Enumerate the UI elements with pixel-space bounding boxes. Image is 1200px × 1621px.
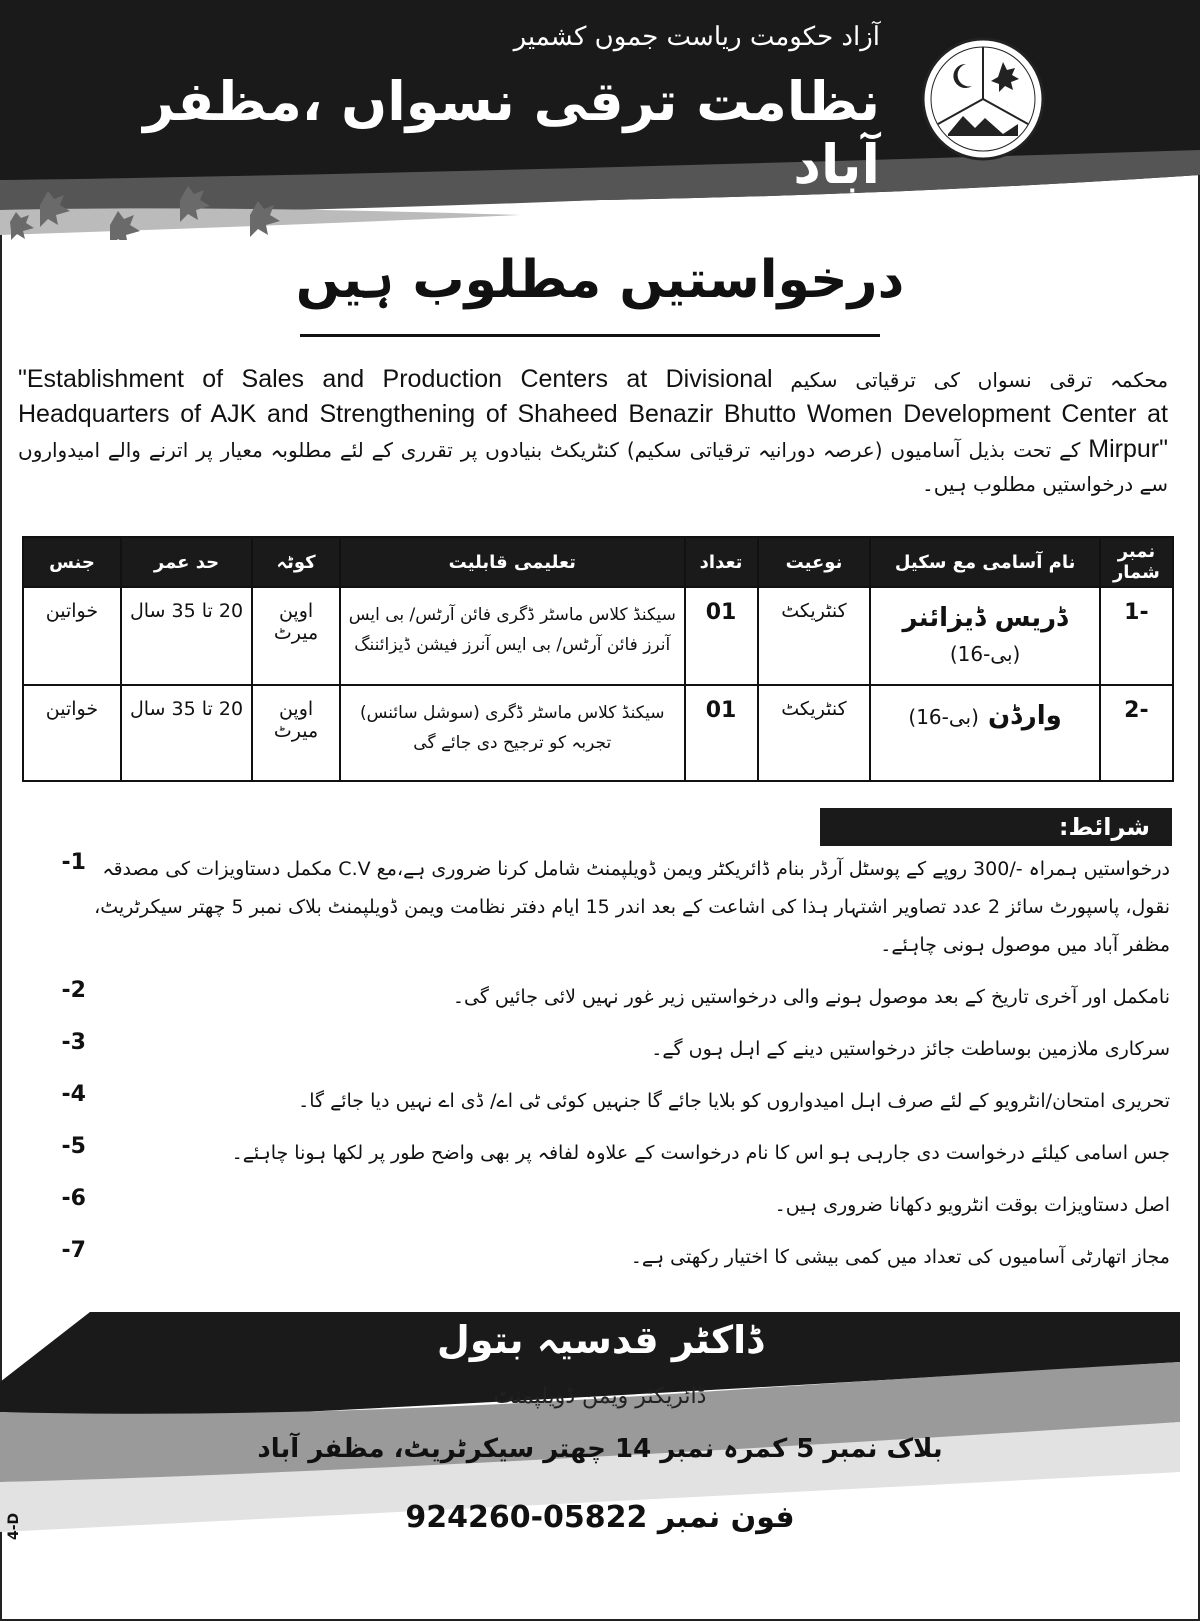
condition-number: -6	[61, 1186, 86, 1211]
title-underline	[300, 334, 880, 337]
row-gender: خواتین	[23, 685, 121, 781]
row-quota: اوپن میرٹ	[252, 587, 340, 685]
conditions-title: شرائط:	[820, 808, 1172, 846]
col-header-qualification: تعلیمی قابلیت	[340, 537, 684, 587]
list-item	[30, 978, 1170, 1016]
row-serial: -1	[1100, 587, 1173, 685]
condition-number: -3	[61, 1030, 86, 1055]
col-header-post: نام آسامی مع سکیل	[870, 537, 1099, 587]
col-header-count: تعداد	[685, 537, 758, 587]
condition-text: سرکاری ملازمین بوساطت جائز درخواستیں دینے کے اہل ہوں گے۔	[651, 1038, 1170, 1060]
intro-urdu-2: کے تحت بذیل آسامیوں (عرصہ دورانیہ ترقیاتی سکیم) کنٹریکٹ بنیادوں پر تقرری کے لئے مطلوبہ معیار پر اترنے والے امیدواروں سے درخواستیں مطلوب ہیں۔	[18, 438, 1168, 496]
row-post	[870, 587, 1099, 685]
row-nature: کنٹریکٹ	[758, 587, 871, 685]
post-name: وارڈن	[987, 701, 1062, 731]
signatory-designation: ڈائریکٹر ویمن ڈویلپمنٹ	[493, 1384, 707, 1409]
col-header-nature: نوعیت	[758, 537, 871, 587]
post-name: ڈریس ڈیزائنر	[902, 603, 1068, 633]
posts-table	[22, 536, 1174, 782]
condition-text: مجاز اتھارٹی آسامیوں کی تعداد میں کمی بیشی کا اختیار رکھتی ہے۔	[630, 1246, 1170, 1268]
header-subtitle: آزاد حکومت ریاست جموں کشمیر	[513, 22, 880, 52]
row-nature: کنٹریکٹ	[758, 685, 871, 781]
ad-code: 4-D	[6, 1512, 22, 1540]
office-address: بلاک نمبر 5 کمرہ نمبر 14 چھتر سیکرٹریٹ، مظفر آباد	[257, 1434, 943, 1464]
condition-text: اصل دستاویزات بوقت انٹرویو دکھانا ضروری ہیں۔	[774, 1194, 1170, 1216]
row-qualification: سیکنڈ کلاس ماسٹر ڈگری (سوشل سائنس) تجربہ کو ترجیح دی جائے گی	[340, 685, 684, 781]
header-title: نظامت ترقی نسواں ،مظفر آباد	[143, 70, 880, 196]
col-header-age: حد عمر	[121, 537, 252, 587]
list-item	[30, 1134, 1170, 1172]
row-qualification: سیکنڈ کلاس ماسٹر ڈگری فائن آرٹس/ بی ایس آنرز فائن آرٹس/ بی ایس آنرز فیشن ڈیزائننگ	[340, 587, 684, 685]
phone-number: فون نمبر 05822-924260	[405, 1500, 795, 1535]
intro-urdu-1: محکمہ ترقی نسواں کی ترقیاتی سکیم	[790, 368, 1169, 392]
row-count: 01	[685, 587, 758, 685]
condition-text: درخواستیں ہمراہ -/300 روپے کے پوسٹل آرڈر بنام ڈائریکٹر ویمن ڈویلپمنٹ شامل کرنا ضروری ہے،مع C.V مکمل دستاویزات کی مصدقہ نقول، پاسپورٹ سائز 2 عدد تصاویر اشتہار ہذا کی اشاعت کے بعد اندر 15 ایام دفتر نظامت ویمن ڈویلپمنٹ بلاک نمبر 5 چھتر سیکرٹریٹ، مظفر آباد میں موصول ہونی چاہئے۔	[94, 858, 1170, 956]
condition-number: -5	[61, 1134, 86, 1159]
list-item	[30, 850, 1170, 964]
row-serial: -2	[1100, 685, 1173, 781]
intro-english: "Establishment of Sales and Production Centers at Divisional Headquarters of AJK and Strengthening of Shaheed Benazir Bhutto Women Development Center at Mirpur"	[18, 365, 1168, 463]
list-item	[30, 1238, 1170, 1276]
condition-number: -2	[61, 978, 86, 1003]
post-scale: (بی-16)	[908, 705, 979, 729]
table-header-row	[23, 537, 1173, 587]
col-header-quota: کوٹہ	[252, 537, 340, 587]
ajk-emblem-icon	[918, 34, 1048, 164]
footer-signature-block	[0, 1302, 1200, 1621]
condition-number: -7	[61, 1238, 86, 1263]
post-scale: (بی-16)	[949, 642, 1021, 666]
row-age: 20 تا 35 سال	[121, 587, 252, 685]
row-post	[870, 685, 1099, 781]
condition-number: -1	[61, 850, 86, 875]
condition-text: تحریری امتحان/انٹرویو کے لئے صرف اہل امیدواروں کو بلایا جائے گا جنہیں کوئی ٹی اے/ ڈی اے نہیں دیا جائے گا۔	[298, 1090, 1170, 1112]
table-row	[23, 685, 1173, 781]
intro-paragraph	[18, 362, 1168, 501]
condition-text: نامکمل اور آخری تاریخ کے بعد موصول ہونے والی درخواستیں زیر غور نہیں لائی جائیں گی۔	[452, 986, 1170, 1008]
col-header-gender: جنس	[23, 537, 121, 587]
condition-number: -4	[61, 1082, 86, 1107]
row-count: 01	[685, 685, 758, 781]
list-item	[30, 1186, 1170, 1224]
conditions-list	[30, 850, 1170, 1290]
signatory-name: ڈاکٹر قدسیہ بتول	[436, 1318, 764, 1362]
condition-text: جس اسامی کیلئے درخواست دی جارہی ہو اس کا نام درخواست کے علاوہ لفافہ پر بھی واضح طور پر لکھا ہونا چاہئے۔	[231, 1142, 1170, 1164]
col-header-serial: نمبر شمار	[1100, 537, 1173, 587]
row-gender: خواتین	[23, 587, 121, 685]
row-quota: اوپن میرٹ	[252, 685, 340, 781]
notice-title: درخواستیں مطلوب ہیں	[295, 250, 905, 310]
header-banner	[0, 0, 1200, 240]
list-item	[30, 1082, 1170, 1120]
table-row	[23, 587, 1173, 685]
row-age: 20 تا 35 سال	[121, 685, 252, 781]
list-item	[30, 1030, 1170, 1068]
